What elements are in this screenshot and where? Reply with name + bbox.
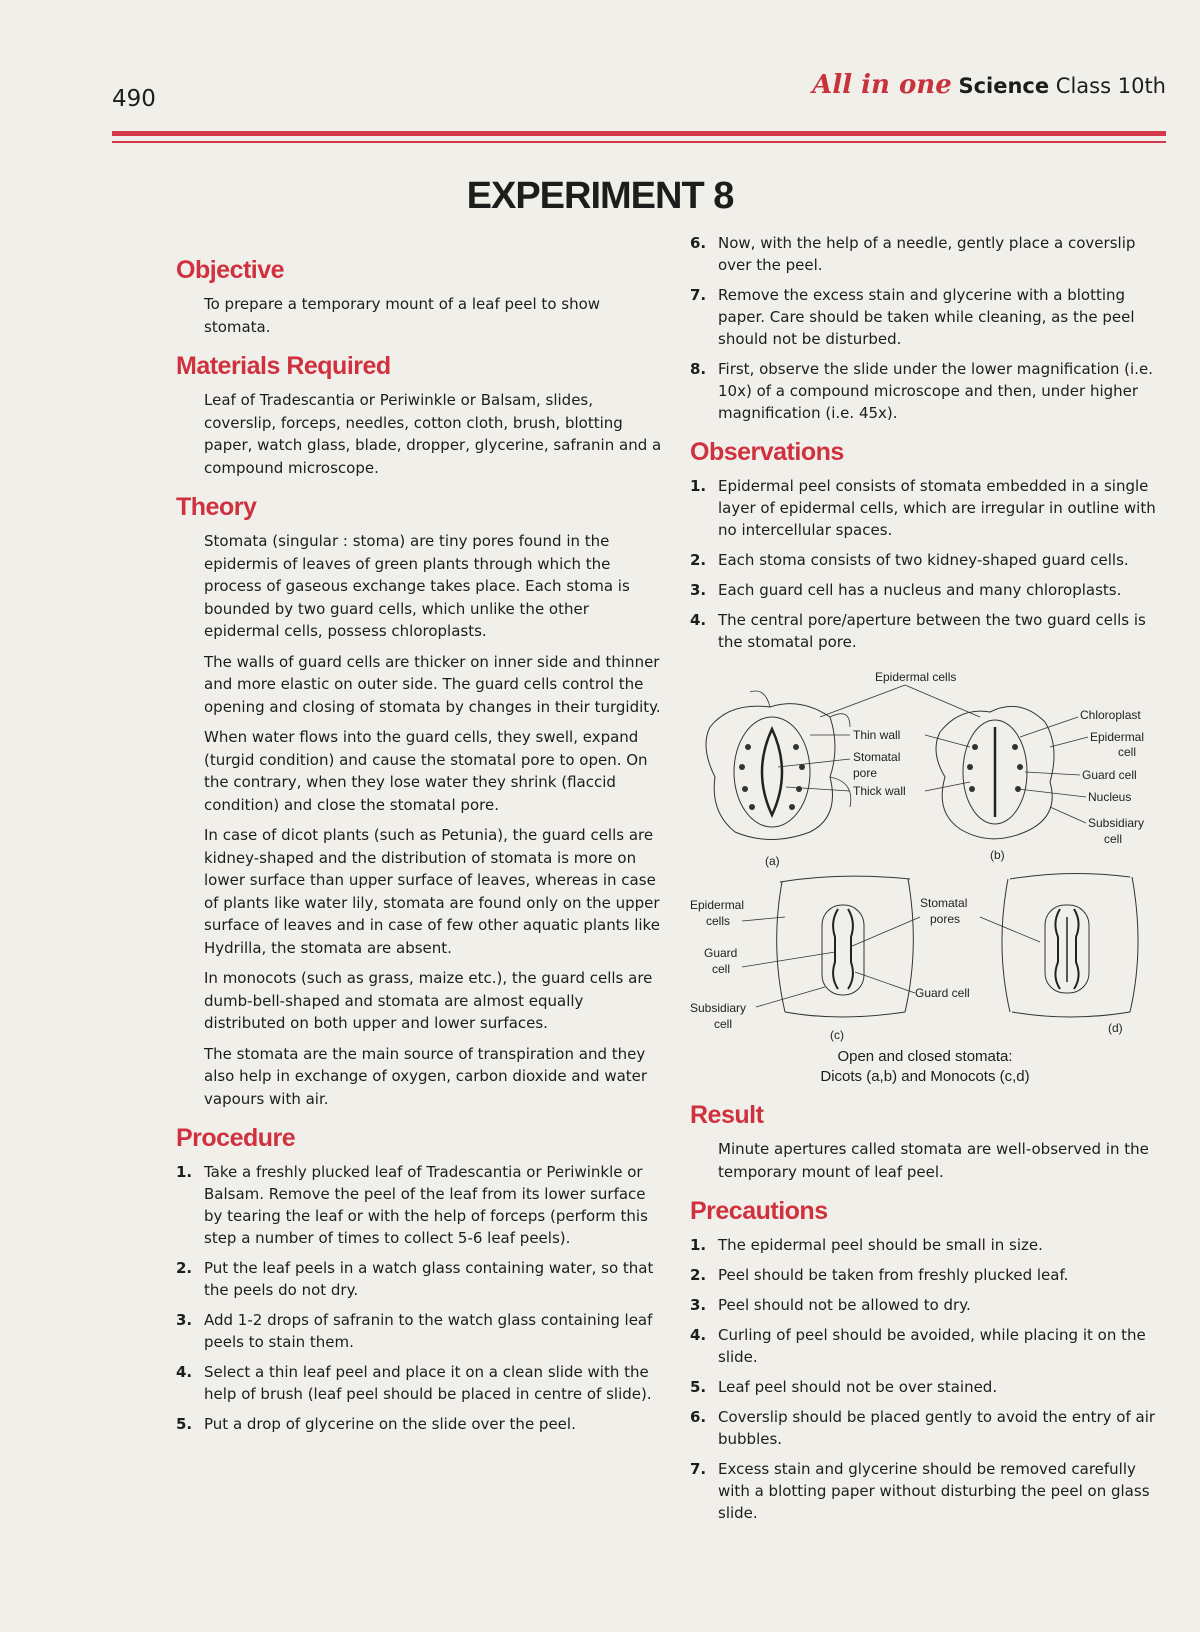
experiment-title: EXPERIMENT 8 — [466, 175, 734, 217]
leader-line — [742, 917, 785, 921]
label-subsidiary-b: Subsidiary — [1088, 816, 1145, 830]
procedure-step: 5. Put a drop of glycerine on the slide over the peel. — [176, 1415, 576, 1433]
precautions-list — [690, 1234, 1170, 1524]
book-brand — [812, 70, 1166, 100]
materials-section — [176, 352, 666, 479]
diagram-d — [1002, 873, 1138, 1035]
procedure-step: 4. Select a thin leaf peel and place it on a clean slide with the help of brush (leaf peel should be placed in centre of slide). — [176, 1363, 652, 1403]
stomata-diagram — [690, 667, 1160, 1047]
epidermal-cell-outline — [777, 876, 914, 1017]
chloroplast-dot — [749, 804, 755, 810]
dumbbell-guard-cells — [833, 909, 853, 989]
label-guard-cell-c-2: cell — [712, 962, 731, 976]
header-rule — [112, 131, 1166, 136]
label-sub-a: (a) — [765, 854, 780, 868]
objective-heading: Objective — [176, 256, 285, 284]
precaution-item: 6. Coverslip should be placed gently to avoid the entry of air bubbles. — [690, 1408, 1156, 1448]
theory-paragraph: When water flows into the guard cells, they swell, expand (turgid condition) and cause the stomatal pore to open. On the contrary, when they lose water they shrink (flaccid condition) and close the stomatal pore. — [204, 728, 648, 814]
theory-paragraph: The stomata are the main source of transpiration and they also help in exchange of oxygen, carbon dioxide and water vapours with air. — [204, 1044, 648, 1108]
observations-heading: Observations — [690, 438, 844, 466]
theory-paragraph: The walls of guard cells are thicker on inner side and thinner and more elastic on outer side. The guard cells control the opening and closing of stomata by changes in their turgidity. — [204, 652, 661, 716]
precautions-section — [690, 1197, 1170, 1524]
observations-section — [690, 438, 1170, 653]
observation-item: 1. Epidermal peel consists of stomata embedded in a single layer of epidermal cells, which are irregular in outline with no intercellular spaces. — [690, 477, 1156, 539]
label-subsidiary-c: Subsidiary — [690, 1001, 747, 1015]
leader-line — [1050, 807, 1086, 823]
label-guard-cell-c: Guard — [704, 946, 738, 960]
leader-line — [855, 972, 915, 993]
chloroplast-dot — [793, 744, 799, 750]
precautions-heading: Precautions — [690, 1197, 828, 1225]
stomata-figure — [690, 667, 1160, 1087]
leader-line — [980, 917, 1040, 942]
procedure-step: 6. Now, with the help of a needle, gently place a coverslip over the peel. — [690, 234, 1136, 274]
materials-text: Leaf of Tradescantia or Periwinkle or Balsam, slides, coverslip, forceps, needles, cotton cloth, brush, blotting paper, watch glass, blade, dropper, glycerine, safranin and a compound microscope. — [204, 391, 662, 477]
theory-section — [176, 493, 666, 1110]
objective-section — [176, 256, 666, 338]
observation-item: 3. Each guard cell has a nucleus and many chloroplasts. — [690, 581, 1122, 599]
leader-line — [786, 787, 850, 791]
epidermal-cell-outline — [706, 704, 835, 840]
brand-class: Class 10th — [1055, 74, 1166, 98]
procedure-step: 1. Take a freshly plucked leaf of Tradescantia or Periwinkle or Balsam. Remove the peel of the leaf from its lower surface by tearing the leaf or with the help of forceps (perform this step a number of times to collect 5-6 leaf peels). — [176, 1163, 648, 1247]
leader-line — [742, 952, 835, 967]
observation-item: 2. Each stoma consists of two kidney-shaped guard cells. — [690, 551, 1129, 569]
observation-item: 4. The central pore/aperture between the two guard cells is the stomatal pore. — [690, 611, 1146, 651]
chloroplast-dot — [972, 744, 978, 750]
label-chloroplast: Chloroplast — [1080, 708, 1141, 722]
objective-text: To prepare a temporary mount of a leaf peel to show stomata. — [204, 295, 601, 336]
label-stomatal-pores: Stomatal — [920, 896, 968, 910]
leader-line — [925, 735, 970, 747]
page-number: 490 — [112, 86, 156, 112]
label-sub-c: (c) — [830, 1028, 844, 1042]
label-sub-b: (b) — [990, 848, 1005, 862]
label-stomatal-pores-2: pores — [930, 912, 961, 926]
leader-line — [778, 759, 850, 767]
leader-line — [850, 917, 920, 947]
subsidiary-cell — [822, 905, 864, 995]
label-thin-wall: Thin wall — [853, 728, 901, 742]
label-sub-d: (d) — [1108, 1021, 1123, 1035]
chloroplast-dot — [796, 786, 802, 792]
result-section — [690, 1101, 1170, 1183]
precaution-item: 5. Leaf peel should not be over stained. — [690, 1378, 998, 1396]
observations-list — [690, 475, 1170, 653]
theory-paragraph: Stomata (singular : stoma) are tiny pores found in the epidermis of leaves of green plants through which the process of gaseous exchange takes place. Each stoma is bounded by two guard cells, which unlike the other epidermal cells, possess chloroplasts. — [204, 532, 630, 640]
chloroplast-dot — [969, 786, 975, 792]
label-epidermal-cells-top: Epidermal cells — [875, 670, 957, 684]
label-stomatal-pore-2: pore — [853, 766, 878, 780]
label-epidermal-cell: Epidermal — [1090, 730, 1145, 744]
materials-heading: Materials Required — [176, 352, 391, 380]
leader-line — [820, 685, 905, 717]
right-column — [690, 232, 1170, 1538]
chloroplast-dot — [789, 804, 795, 810]
label-subsidiary-c-2: cell — [714, 1017, 733, 1031]
chloroplast-dot — [967, 764, 973, 770]
guard-cell-outer — [734, 717, 810, 827]
result-text: Minute apertures called stomata are well-observed in the temporary mount of leaf peel. — [718, 1140, 1149, 1181]
procedure-step: 8. First, observe the slide under the lower magnification (i.e. 10x) of a compound microscope and then, under higher magnification (i.e. 45x). — [690, 360, 1153, 422]
label-epidermal-cells-c: Epidermal — [690, 898, 745, 912]
procedure-section — [176, 1124, 666, 1435]
chloroplast-dot — [742, 786, 748, 792]
result-heading: Result — [690, 1101, 764, 1129]
precaution-item: 4. Curling of peel should be avoided, while placing it on the slide. — [690, 1326, 1146, 1366]
diagram-a — [706, 691, 851, 868]
leader-line — [1050, 737, 1088, 747]
left-column — [176, 256, 666, 1449]
label-guard-cell-mid: Guard cell — [915, 986, 970, 1000]
diagram-c — [777, 876, 914, 1042]
precaution-item: 7. Excess stain and glycerine should be removed carefully with a blotting paper without disturbing the peel on glass slide. — [690, 1460, 1150, 1522]
precaution-item: 2. Peel should be taken from freshly plucked leaf. — [690, 1266, 1069, 1284]
diagram-b — [936, 706, 1054, 862]
epidermal-cell-outline — [1002, 873, 1138, 1017]
label-subsidiary-b-2: cell — [1104, 832, 1123, 846]
precaution-item: 3. Peel should not be allowed to dry. — [690, 1296, 971, 1314]
chloroplast-dot — [745, 744, 751, 750]
procedure-step: 2. Put the leaf peels in a watch glass containing water, so that the peels do not dry. — [176, 1259, 654, 1299]
procedure-step: 3. Add 1-2 drops of safranin to the watch glass containing leaf peels to stain them. — [176, 1311, 653, 1351]
label-guard-cell-b: Guard cell — [1082, 768, 1137, 782]
brand-logo: All in one — [812, 70, 952, 100]
label-thick-wall: Thick wall — [853, 784, 906, 798]
label-epidermal-cell-2: cell — [1118, 745, 1137, 759]
chloroplast-dot — [1017, 764, 1023, 770]
theory-heading: Theory — [176, 493, 257, 521]
brand-subject: Science — [958, 74, 1050, 98]
chloroplast-dot — [739, 764, 745, 770]
label-nucleus: Nucleus — [1088, 790, 1132, 804]
procedure-list — [176, 1161, 666, 1435]
theory-paragraph: In case of dicot plants (such as Petunia), the guard cells are kidney-shaped and the distribution of stomata is more on lower surface than upper surface of leaves, whereas in case of plants like water lily, stomata are found only on the upper surface of leaves and in case of few other aquatic plants like Hydrilla, the stomata are absent. — [204, 826, 660, 957]
figure-caption-line2: Dicots (a,b) and Monocots (c,d) — [820, 1068, 1030, 1085]
leader-line — [1020, 717, 1078, 737]
header-rule-thin — [112, 141, 1166, 143]
leader-line — [756, 987, 825, 1007]
procedure-list-continued — [690, 232, 1170, 424]
procedure-heading: Procedure — [176, 1124, 296, 1152]
theory-paragraph: In monocots (such as grass, maize etc.), the guard cells are dumb-bell-shaped and stomata are almost equally distributed on both upper and lower surfaces. — [204, 969, 653, 1032]
label-epidermal-cells-c-2: cells — [706, 914, 731, 928]
figure-caption-line1: Open and closed stomata: — [837, 1048, 1013, 1065]
label-stomatal-pore: Stomatal — [853, 750, 901, 764]
chloroplast-dot — [1012, 744, 1018, 750]
stomatal-pore-shape — [762, 729, 782, 815]
precaution-item: 1. The epidermal peel should be small in size. — [690, 1236, 1043, 1254]
procedure-step: 7. Remove the excess stain and glycerine with a blotting paper. Care should be taken while cleaning, as the peel should not be disturbed. — [690, 286, 1135, 348]
